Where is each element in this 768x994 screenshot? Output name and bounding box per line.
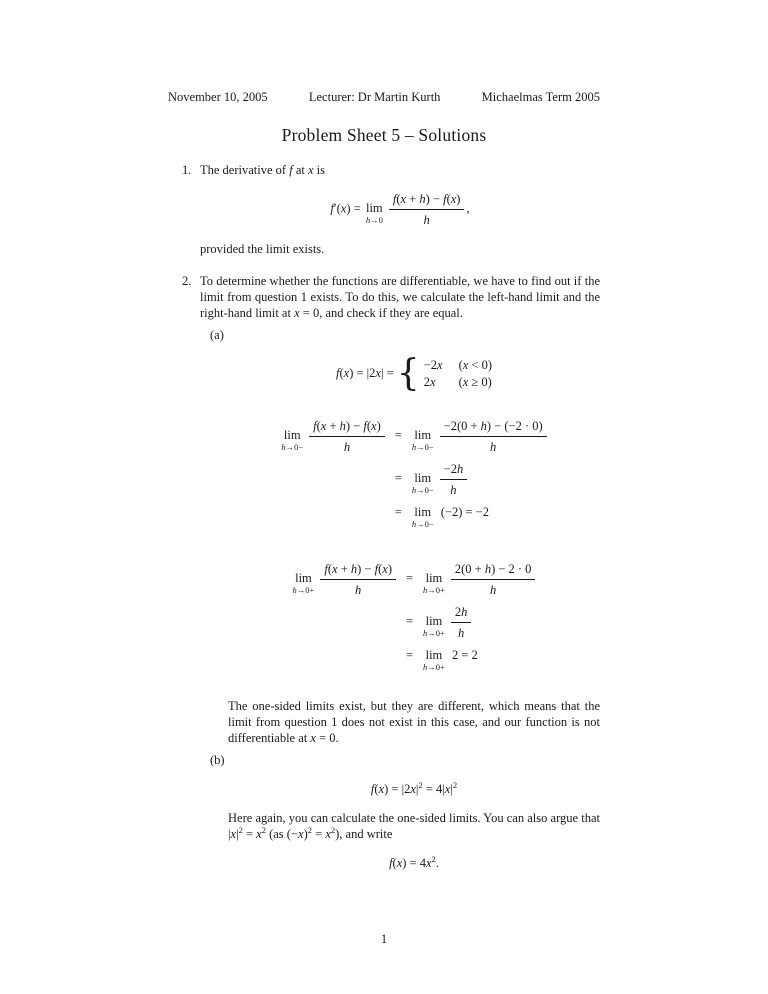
fraction-denominator: h <box>423 213 430 227</box>
limit-operator <box>366 202 383 225</box>
limit-subscript: h→0− <box>281 442 304 453</box>
problem-2-body <box>200 273 600 884</box>
part-b-body <box>228 781 600 871</box>
math-lhs: f′(x) = <box>330 201 364 216</box>
case-1-value: −2x <box>423 358 443 372</box>
limit-subscript: h→0+ <box>423 585 445 596</box>
equation-final: $f(x) = 4x^2$. <box>389 853 439 870</box>
case-2-condition: (x ≥ 0) <box>458 375 492 389</box>
derivation-rhs <box>410 461 549 498</box>
fraction: $\frac{2h}{h}$ <box>451 604 472 641</box>
derivation-row <box>291 561 538 598</box>
part-a-label: (a) <box>210 328 224 342</box>
page-number: 1 <box>380 932 388 946</box>
fraction: $\frac{2(0 + h) - 2 \cdot 0}{h}$ <box>451 561 536 598</box>
result-expression: 2 = 2 <box>448 648 478 662</box>
abs-function-definition <box>228 353 600 394</box>
limit-subscript: h→0− <box>411 442 434 453</box>
limit-operator: lim h→0+ <box>292 571 315 596</box>
limit-subscript: h→0− <box>411 519 434 529</box>
cases-grid <box>424 358 492 390</box>
problem-item-1 <box>168 162 600 257</box>
limit-operator: lim h→0+ <box>423 571 445 596</box>
part-b <box>200 752 600 871</box>
header-lecturer: Lecturer: Dr Martin Kurth <box>308 90 441 104</box>
result-expression: (−2) = −2 <box>437 505 489 519</box>
derivation-row <box>279 418 548 455</box>
part-b-label: (b) <box>210 753 225 767</box>
fraction: $\frac{f(x + h) - f(x)}{h}$ <box>320 561 396 598</box>
document-header <box>168 90 600 105</box>
left-limit-derivation <box>279 412 548 535</box>
equals-sign: = <box>405 614 414 629</box>
derivation-lhs <box>279 418 386 455</box>
derivation-row <box>291 647 538 672</box>
equals-sign: = <box>394 505 402 519</box>
derivation-rhs <box>410 504 549 529</box>
limit-subscript: h→0− <box>411 485 434 496</box>
derivation-lhs <box>291 561 398 598</box>
limit-operator: lim h→0− <box>411 428 434 453</box>
case-2-value: 2x <box>423 375 436 389</box>
fraction-numerator: f(x + h) − f(x) <box>389 191 465 210</box>
cases-brace: { <box>396 353 420 394</box>
limit-subscript: h→0+ <box>423 662 445 672</box>
part-a <box>200 327 600 746</box>
problem-1-outro: provided the limit exists. <box>200 242 325 256</box>
limit-subscript: h→0+ <box>423 628 445 639</box>
equation-derivative-definition <box>200 191 600 228</box>
page-title: Problem Sheet 5 – Solutions <box>281 125 487 145</box>
limit-subscript: h→0 <box>365 215 383 226</box>
problem-1-body <box>200 162 600 257</box>
derivation-row <box>291 604 538 641</box>
fraction: $\frac{-2h}{h}$ <box>440 461 468 498</box>
definition-lhs: f(x) = |2x| = <box>335 365 397 380</box>
right-limit-derivation <box>291 555 538 678</box>
cases-group <box>396 353 493 394</box>
derivation-rhs <box>410 418 549 455</box>
equals-sign: = <box>394 428 402 443</box>
part-b-paragraph: Here again, you can calculate the one-sided limits. You can also argue that $|x|^2 = x^2$ (as $(-x)^2 = x^2$), and write <box>228 811 600 841</box>
equals-sign: = <box>405 571 414 586</box>
equation-trailing-comma: , <box>466 201 470 216</box>
problem-1-intro: The derivative of f at x is <box>200 163 325 177</box>
limit-subscript: h→0+ <box>292 585 315 596</box>
part-a-conclusion: The one-sided limits exist, but they are different, which means that the limit from question 1 does not exist in this case, and our function is not differentiable at x = 0. <box>228 699 600 745</box>
problem-2-intro: To determine whether the functions are differentiable, we have to find out if the limit from question 1 exists. To do this, we calculate the left-hand limit and the right-hand limit at x = 0, and check if they are equal. <box>200 274 600 320</box>
case-1-condition: (x < 0) <box>458 358 493 372</box>
fraction: $\frac{f(x + h) - f(x)}{h}$ <box>309 418 385 455</box>
problem-item-2 <box>168 273 600 884</box>
limit-operator: lim h→0− <box>411 505 434 529</box>
limit-operator: lim h→0+ <box>423 648 445 672</box>
limit-operator: lim h→0− <box>281 428 304 453</box>
equation-squared-definition: $f(x) = |2x|^2 = 4|x|^2$ <box>370 779 458 796</box>
limit-operator: lim h→0+ <box>423 614 445 639</box>
part-a-body <box>228 353 600 746</box>
limit-word: lim <box>365 201 383 216</box>
item-number-2: 2. <box>182 274 192 288</box>
derivation-row <box>279 461 548 498</box>
derivation-rhs <box>421 604 537 641</box>
equals-sign: = <box>394 471 402 486</box>
derivation-row <box>279 504 548 529</box>
header-term: Michaelmas Term 2005 <box>481 90 600 104</box>
item-number-1: 1. <box>182 163 192 177</box>
fraction <box>389 191 465 228</box>
derivation-rhs <box>421 561 537 598</box>
derivation-rhs <box>421 647 537 672</box>
header-date: November 10, 2005 <box>168 90 268 104</box>
equals-sign: = <box>405 648 414 662</box>
limit-operator: lim h→0− <box>411 471 434 496</box>
fraction: $\frac{-2(0 + h) - (-2 \cdot 0)}{h}$ <box>440 418 547 455</box>
